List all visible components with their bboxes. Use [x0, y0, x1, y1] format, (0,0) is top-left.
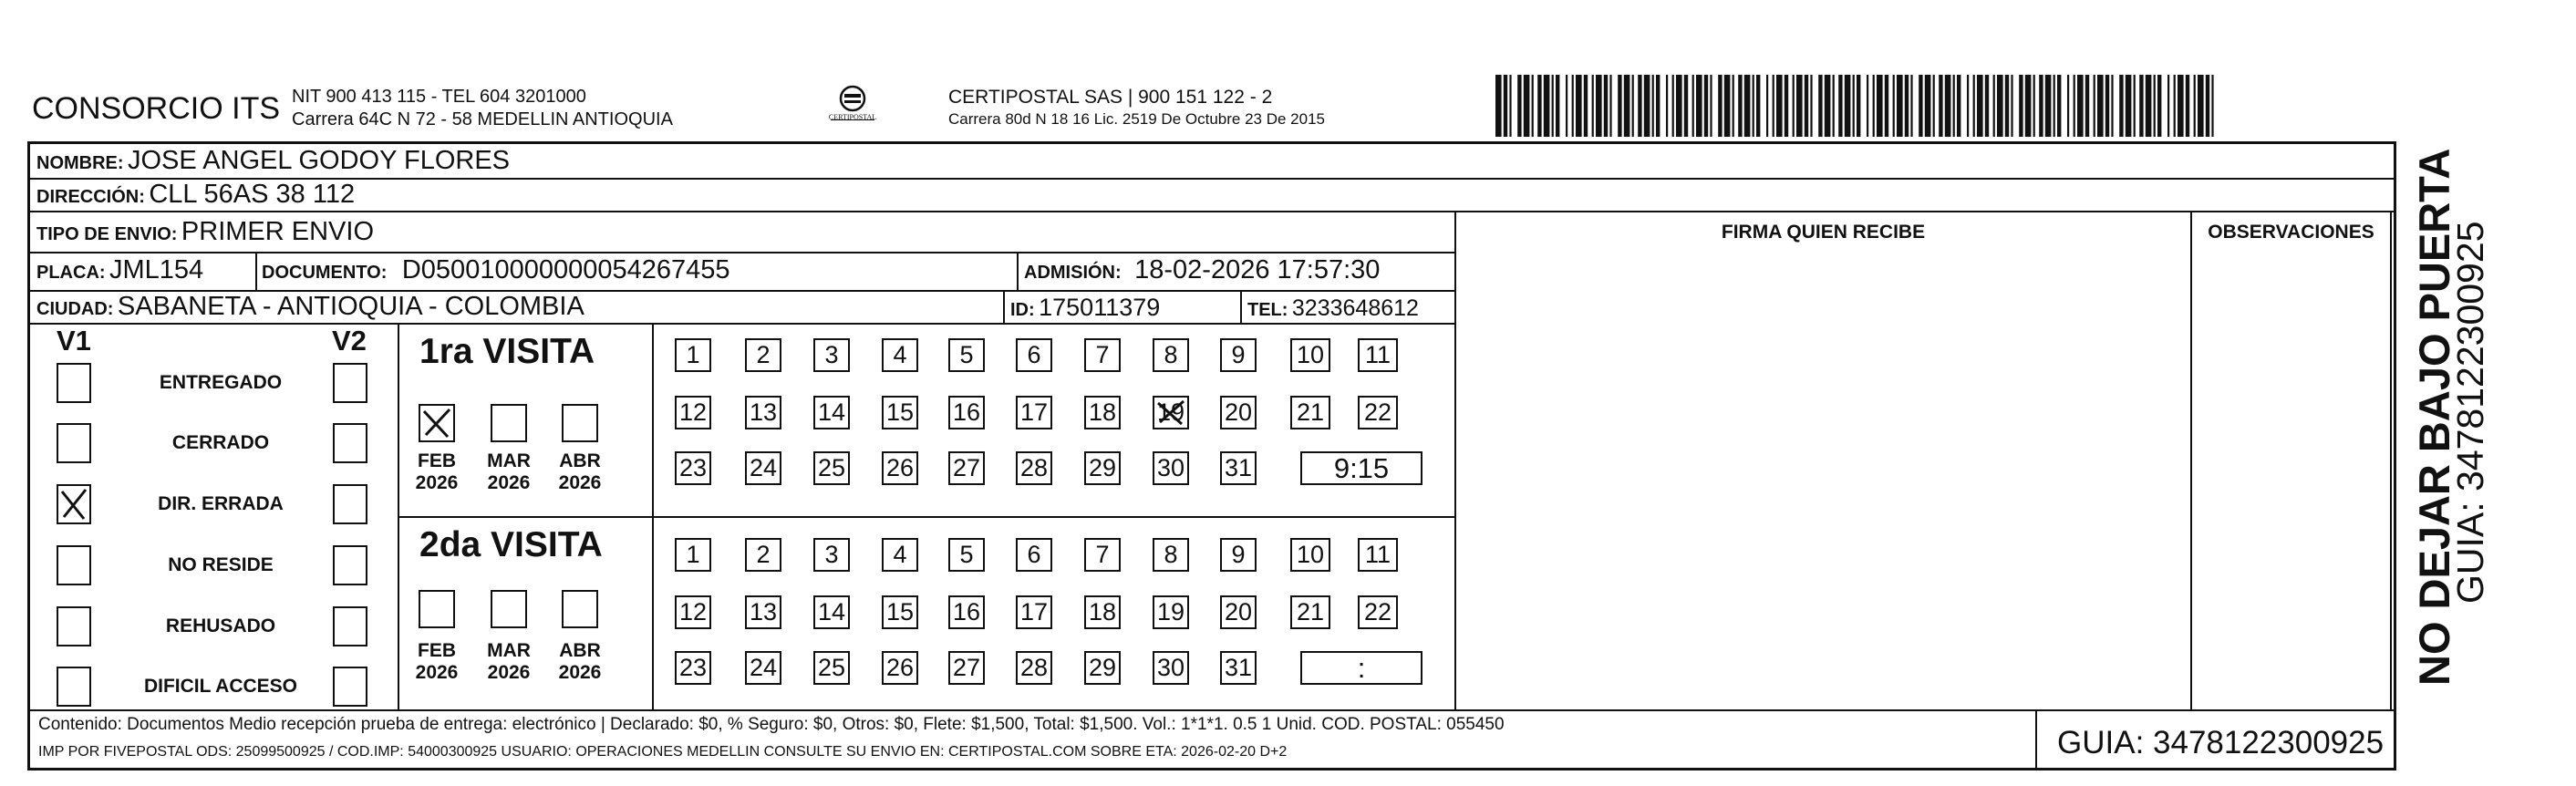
day-cell[interactable] [882, 538, 918, 572]
day-number: 19 [1156, 598, 1185, 626]
day-cell[interactable] [1290, 396, 1330, 429]
nombre-field [36, 146, 510, 176]
day-cell[interactable] [882, 451, 918, 485]
day-number: 25 [817, 654, 846, 681]
side-warning: NO DEJAR BAJO PUERTA [2410, 148, 2458, 686]
month-year: 2026 [415, 472, 459, 493]
day-number: 15 [885, 598, 915, 626]
day-number: 20 [1224, 598, 1253, 626]
day-number: 26 [885, 454, 915, 481]
day-cell[interactable] [1220, 338, 1257, 372]
day-number: 16 [952, 398, 981, 426]
first-visit-title: 1ra VISITA [419, 332, 595, 371]
certipostal-logo [825, 82, 880, 137]
v1-checkbox[interactable] [57, 423, 91, 463]
day-number: 19 [1156, 398, 1185, 426]
day-cell[interactable] [948, 396, 985, 429]
day-cell[interactable] [1153, 538, 1189, 572]
day-cell[interactable] [1290, 538, 1330, 572]
day-cell[interactable] [745, 338, 781, 372]
day-number: 18 [1088, 398, 1117, 426]
day-number: 9 [1231, 341, 1246, 368]
day-cell[interactable] [1084, 651, 1121, 685]
second-visit-title: 2da VISITA [419, 525, 603, 564]
id-field [1010, 294, 1160, 322]
day-number: 8 [1164, 541, 1178, 568]
day-number: 6 [1027, 341, 1041, 368]
day-number: 22 [1363, 598, 1392, 626]
day-cell[interactable] [882, 651, 918, 685]
month-name: ABR [559, 450, 601, 471]
admision-field [1024, 255, 1380, 285]
day-number: 27 [952, 454, 981, 481]
day-cell[interactable] [745, 651, 781, 685]
day-cell[interactable] [675, 595, 711, 629]
side-guia: GUIA: 3478122300925 [2449, 221, 2491, 604]
month-year: 2026 [487, 662, 531, 683]
ciudad-label: CIUDAD: [36, 299, 114, 319]
footer-guia: GUIA: 3478122300925 [2057, 725, 2385, 760]
day-cell[interactable] [675, 651, 711, 685]
day-cell[interactable] [948, 451, 985, 485]
day-number: 15 [885, 398, 915, 426]
day-number: 14 [817, 598, 846, 626]
admision-value: 18-02-2026 17:57:30 [1134, 255, 1381, 284]
day-cell[interactable] [1016, 338, 1052, 372]
logo-text: CERTIPOSTAL [828, 113, 877, 121]
day-cell[interactable] [1220, 538, 1257, 572]
day-number: 13 [749, 598, 778, 626]
day-number: 7 [1095, 341, 1110, 368]
v1-checkbox[interactable] [57, 606, 91, 646]
nombre-value: JOSE ANGEL GODOY FLORES [128, 146, 511, 175]
v2-checkbox[interactable] [333, 545, 367, 585]
day-number: 6 [1027, 541, 1041, 568]
day-number: 1 [686, 541, 700, 568]
month-name: FEB [418, 450, 456, 471]
carrier-info [948, 86, 1325, 130]
company-info [292, 86, 673, 131]
day-number: 21 [1296, 398, 1325, 426]
day-number: 30 [1156, 454, 1185, 481]
day-cell[interactable] [882, 595, 918, 629]
day-number: 14 [817, 398, 846, 426]
day-cell[interactable] [813, 451, 850, 485]
status-label: NO RESIDE [168, 554, 274, 575]
v2-checkbox[interactable] [333, 363, 367, 403]
day-number: 10 [1296, 341, 1325, 368]
day-cell[interactable] [1016, 595, 1052, 629]
day-number: 13 [749, 398, 778, 426]
day-cell[interactable] [1016, 451, 1052, 485]
day-cell[interactable] [813, 338, 850, 372]
tipo-envio-field [36, 217, 374, 247]
status-label: DIR. ERRADA [158, 493, 284, 514]
month-name: MAR [487, 640, 531, 661]
day-number: 20 [1224, 398, 1253, 426]
footer-content-line: Contenido: Documentos Medio recepción prueba de entrega: electrónico | Declarado: $0, % Seguro: $0, Otros: $0, Flete: $1,500, Total: $1,500. Vol.: 1*1*1. 0.5 1 Unid. COD. POSTAL: 055450 [38, 715, 1505, 734]
day-cell[interactable] [1084, 451, 1121, 485]
tel-field [1247, 295, 1419, 322]
placa-value: JML154 [109, 255, 204, 284]
day-cell[interactable] [1084, 595, 1121, 629]
day-cell[interactable] [1153, 451, 1189, 485]
day-number: 12 [678, 398, 708, 426]
tel-value: 3233648612 [1291, 295, 1419, 321]
day-cell[interactable] [745, 396, 781, 429]
day-cell[interactable] [948, 338, 985, 372]
day-number: 23 [678, 454, 708, 481]
placa-label: PLACA: [36, 263, 106, 283]
v2-checkbox[interactable] [333, 423, 367, 463]
firma-header: FIRMA QUIEN RECIBE [1721, 222, 1926, 243]
time-field[interactable]: : [1300, 651, 1422, 685]
certipostal-logo-icon [825, 82, 880, 137]
placa-field [36, 255, 203, 285]
day-cell[interactable] [1290, 595, 1330, 629]
day-number: 26 [885, 654, 915, 681]
day-cell[interactable] [1084, 338, 1121, 372]
day-number: 11 [1364, 341, 1391, 368]
direccion-label: DIRECCIÓN: [36, 187, 145, 207]
day-cell[interactable] [1290, 338, 1330, 372]
day-cell[interactable] [882, 396, 918, 429]
check-mark-icon [420, 406, 453, 440]
day-number: 28 [1019, 654, 1049, 681]
day-number: 12 [678, 598, 708, 626]
month-checkbox[interactable] [562, 404, 598, 442]
day-number: 28 [1019, 454, 1049, 481]
day-cell[interactable] [675, 338, 711, 372]
barcode [1495, 75, 2216, 137]
direccion-value: CLL 56AS 38 112 [149, 180, 356, 209]
day-number: 27 [952, 654, 981, 681]
day-cell[interactable] [1016, 651, 1052, 685]
month-year: 2026 [558, 662, 602, 683]
month-name: MAR [487, 450, 531, 471]
day-cell[interactable] [948, 538, 985, 572]
day-cell[interactable] [813, 396, 850, 429]
tipo-envio-value: PRIMER ENVIO [181, 217, 375, 246]
tel-label: TEL: [1247, 300, 1288, 320]
month-label [411, 450, 462, 494]
day-cell[interactable] [745, 451, 781, 485]
day-cell[interactable] [882, 338, 918, 372]
day-number: 11 [1364, 541, 1391, 568]
v1-header: V1 [57, 325, 91, 357]
status-label: REHUSADO [165, 615, 276, 636]
day-number: 24 [749, 654, 778, 681]
day-cell[interactable] [1358, 538, 1398, 572]
day-number: 24 [749, 454, 778, 481]
status-label: DIFICIL ACCESO [143, 676, 297, 697]
day-cell[interactable] [1153, 595, 1189, 629]
v2-checkbox[interactable] [333, 606, 367, 646]
company-name: CONSORCIO ITS [32, 91, 281, 126]
documento-label: DOCUMENTO: [262, 263, 388, 283]
day-cell[interactable] [745, 538, 781, 572]
v1-checkbox[interactable] [57, 667, 91, 707]
month-checkbox[interactable] [419, 590, 455, 628]
day-cell[interactable] [813, 538, 850, 572]
day-number: 7 [1095, 541, 1110, 568]
day-number: 9 [1231, 541, 1246, 568]
status-label: CERRADO [171, 432, 270, 453]
month-year: 2026 [487, 472, 531, 493]
day-number: 25 [817, 454, 846, 481]
day-number: 17 [1019, 598, 1049, 626]
month-checkbox[interactable] [562, 590, 598, 628]
day-cell[interactable] [1153, 651, 1189, 685]
id-label: ID: [1010, 300, 1035, 320]
month-label [554, 640, 605, 684]
documento-field [262, 255, 730, 285]
ciudad-field [36, 292, 585, 322]
footer-imp-line: IMP POR FIVEPOSTAL ODS: 25099500925 / COD.IMP: 54000300925 USUARIO: OPERACIONES MEDELLIN CONSULTE SU ENVIO EN: CERTIPOSTAL.COM SOBRE ETA: 2026-02-20 D+2 [38, 744, 1288, 760]
day-cell[interactable] [1220, 451, 1257, 485]
day-cell[interactable] [1153, 396, 1189, 429]
day-number: 17 [1019, 398, 1049, 426]
day-number: 3 [824, 341, 839, 368]
day-number: 29 [1088, 654, 1117, 681]
v1-checkbox[interactable] [57, 363, 91, 403]
direccion-field [36, 180, 355, 210]
month-checkbox[interactable] [419, 404, 455, 442]
check-mark-icon [58, 486, 89, 522]
day-cell[interactable] [1220, 396, 1257, 429]
month-name: FEB [418, 640, 456, 661]
day-cell[interactable] [813, 595, 850, 629]
id-value: 175011379 [1039, 294, 1161, 321]
day-cell[interactable] [1084, 396, 1121, 429]
month-name: ABR [559, 640, 601, 661]
day-number: 4 [893, 341, 907, 368]
month-year: 2026 [415, 662, 459, 683]
month-label [554, 450, 605, 494]
day-cell[interactable] [1220, 595, 1257, 629]
day-number: 31 [1224, 654, 1253, 681]
day-number: 18 [1088, 598, 1117, 626]
day-number: 5 [959, 341, 974, 368]
v1-checkbox[interactable] [57, 484, 91, 524]
day-number: 8 [1164, 341, 1178, 368]
month-year: 2026 [558, 472, 602, 493]
day-cell[interactable] [675, 538, 711, 572]
day-number: 22 [1363, 398, 1392, 426]
day-number: 2 [756, 341, 771, 368]
time-field[interactable]: 9:15 [1300, 451, 1422, 485]
carrier-nit-line: CERTIPOSTAL SAS | 900 151 122 - 2 [948, 87, 1273, 108]
month-label [483, 450, 534, 494]
month-checkbox[interactable] [491, 590, 527, 628]
documento-value: D050010000000054267455 [401, 255, 730, 284]
day-number: 31 [1224, 454, 1253, 481]
day-cell[interactable] [1358, 396, 1398, 429]
ciudad-value: SABANETA - ANTIOQUIA - COLOMBIA [117, 292, 585, 321]
day-cell[interactable] [1084, 538, 1121, 572]
day-number: 30 [1156, 654, 1185, 681]
observaciones-header: OBSERVACIONES [2208, 222, 2374, 243]
day-cell[interactable] [675, 396, 711, 429]
day-cell[interactable] [1016, 396, 1052, 429]
day-number: 1 [686, 341, 700, 368]
day-number: 2 [756, 541, 771, 568]
day-number: 29 [1088, 454, 1117, 481]
status-label: ENTREGADO [159, 372, 283, 393]
month-checkbox[interactable] [491, 404, 527, 442]
company-address-line: Carrera 64C N 72 - 58 MEDELLIN ANTIOQUIA [292, 109, 673, 129]
day-cell[interactable] [1358, 595, 1398, 629]
day-number: 21 [1296, 598, 1325, 626]
nombre-label: NOMBRE: [36, 153, 124, 173]
carrier-address-line: Carrera 80d N 18 16 Lic. 2519 De Octubre 23 De 2015 [948, 110, 1325, 128]
day-cell[interactable] [948, 595, 985, 629]
check-mark-icon [1154, 398, 1187, 428]
day-number: 5 [959, 541, 974, 568]
v2-header: V2 [332, 325, 367, 357]
day-cell[interactable] [1016, 538, 1052, 572]
day-number: 4 [893, 541, 907, 568]
v1-checkbox[interactable] [57, 545, 91, 585]
day-cell[interactable] [813, 651, 850, 685]
day-cell[interactable] [745, 595, 781, 629]
day-number: 16 [952, 598, 981, 626]
day-number: 3 [824, 541, 839, 568]
day-number: 10 [1296, 541, 1325, 568]
month-label [411, 640, 462, 684]
month-label [483, 640, 534, 684]
day-cell[interactable] [948, 651, 985, 685]
v2-checkbox[interactable] [333, 667, 367, 707]
v2-checkbox[interactable] [333, 484, 367, 524]
tipo-envio-label: TIPO DE ENVIO: [36, 224, 178, 244]
day-cell[interactable] [1220, 651, 1257, 685]
day-cell[interactable] [675, 451, 711, 485]
admision-label: ADMISIÓN: [1024, 263, 1122, 283]
company-nit-line: NIT 900 413 115 - TEL 604 3201000 [292, 87, 586, 107]
day-number: 23 [678, 654, 708, 681]
day-cell[interactable] [1153, 338, 1189, 372]
day-cell[interactable] [1358, 338, 1398, 372]
